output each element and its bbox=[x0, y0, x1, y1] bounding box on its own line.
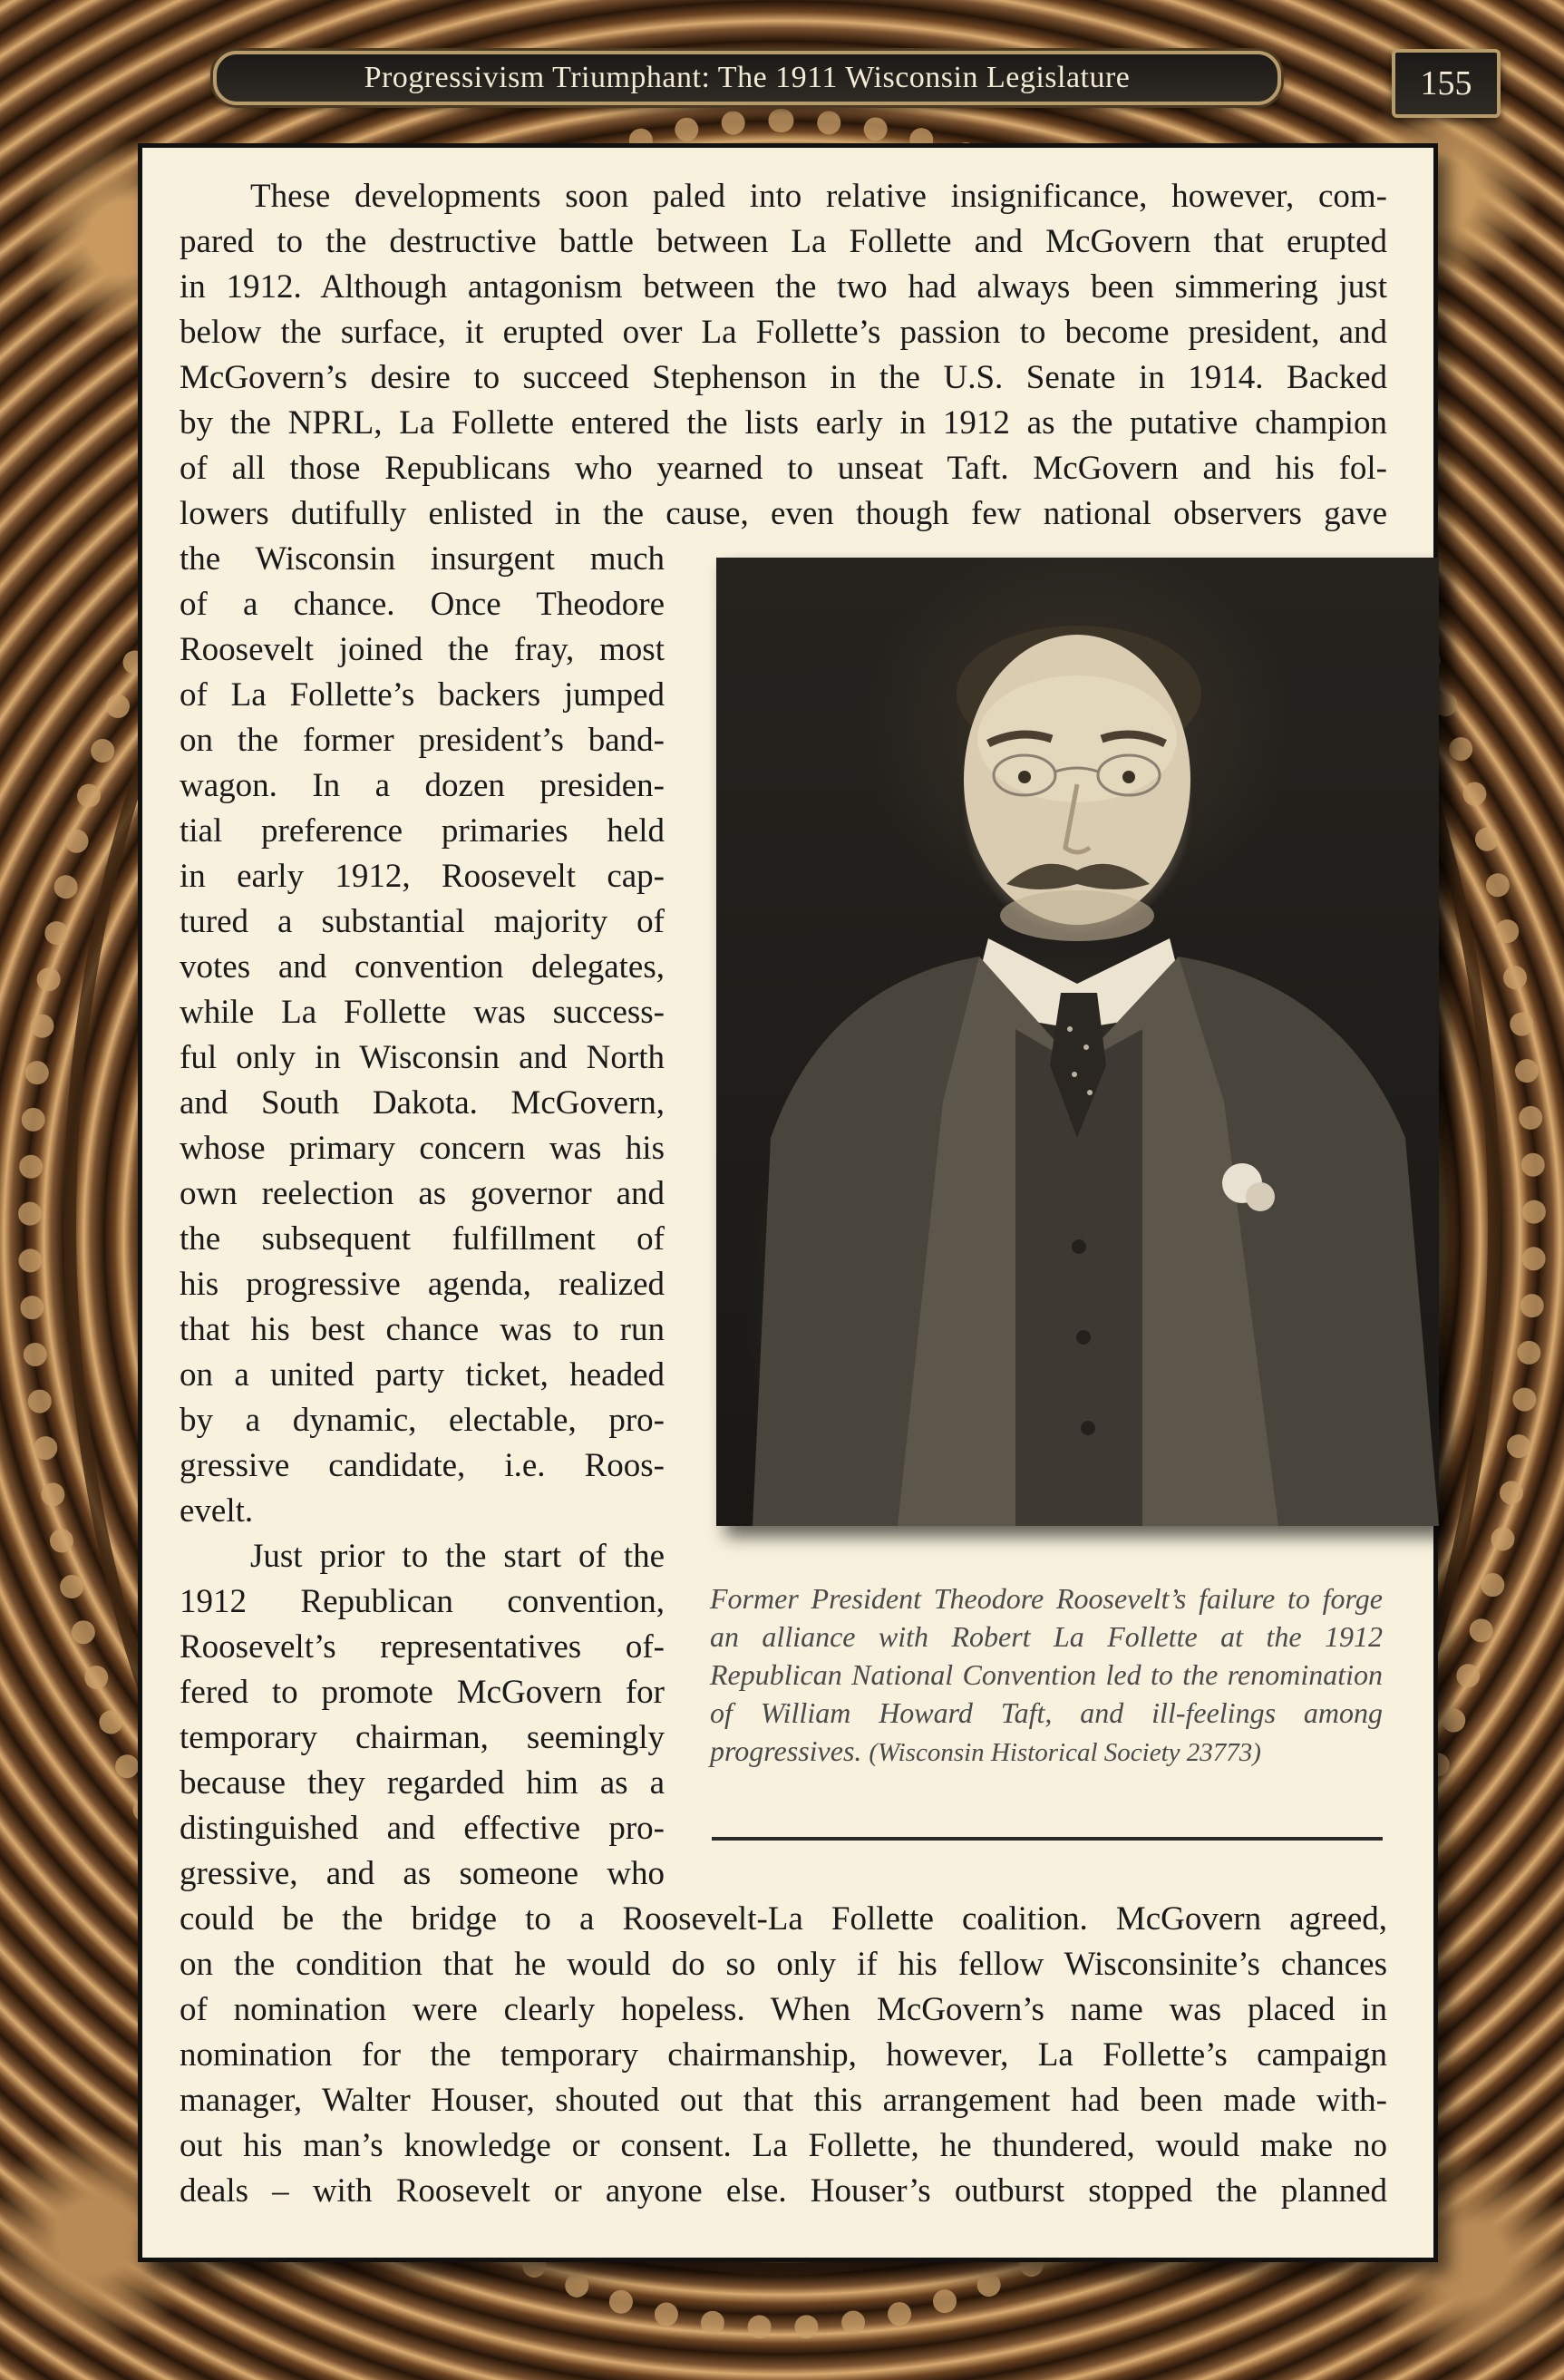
body-line: own reelection as governor and bbox=[180, 1175, 665, 1212]
body-line: fered to promote McGovern for bbox=[180, 1674, 665, 1711]
body-line: votes and convention delegates, bbox=[180, 948, 665, 986]
body-line: in 1912. Although antagonism between the two had always been simmering just bbox=[180, 268, 1387, 306]
body-line: deals – with Roosevelt or anyone else. Houser’s outburst stopped the planned bbox=[180, 2172, 1387, 2210]
page-number: 155 bbox=[1392, 49, 1501, 118]
body-line: 1912 Republican convention, bbox=[180, 1583, 665, 1620]
body-line: distinguished and effective pro- bbox=[180, 1810, 665, 1847]
body-line: by a dynamic, electable, pro- bbox=[180, 1402, 665, 1439]
body-line: Roosevelt’s representatives of- bbox=[180, 1628, 665, 1666]
body-line: the subsequent fulfillment of bbox=[180, 1220, 665, 1258]
body-line: that his best chance was to run bbox=[180, 1311, 665, 1348]
body-line: by the NPRL, La Follette entered the lists early in 1912 as the putative champion bbox=[180, 404, 1387, 442]
body-line: and South Dakota. McGovern, bbox=[180, 1084, 665, 1122]
caption-rule bbox=[712, 1837, 1383, 1841]
body-line: wagon. In a dozen presiden- bbox=[180, 767, 665, 804]
body-line: on the former president’s band- bbox=[180, 722, 665, 759]
photo-credit: (Wisconsin Historical Society 23773) bbox=[869, 1738, 1261, 1767]
body-line: gressive candidate, i.e. Roos- bbox=[180, 1447, 665, 1484]
body-line: the Wisconsin insurgent much bbox=[180, 540, 665, 578]
body-line: on the condition that he would do so only if his fellow Wisconsinite’s chances bbox=[180, 1946, 1387, 1983]
roosevelt-portrait-photo bbox=[716, 558, 1439, 1526]
body-line: tial preference primaries held bbox=[180, 812, 665, 850]
figure-caption bbox=[710, 1579, 1383, 1772]
body-line: These developments soon paled into relative insignificance, however, com- bbox=[250, 178, 1387, 215]
body-line: of nomination were clearly hopeless. When McGovern’s name was placed in bbox=[180, 1991, 1387, 2028]
body-line: because they regarded him as a bbox=[180, 1764, 665, 1802]
body-line: McGovern’s desire to succeed Stephenson in the U.S. Senate in 1914. Backed bbox=[180, 359, 1387, 396]
body-line: temporary chairman, seemingly bbox=[180, 1719, 665, 1756]
body-line: manager, Walter Houser, shouted out that this arrangement had been made with- bbox=[180, 2082, 1387, 2119]
body-line: pared to the destructive battle between La Follette and McGovern that erupted bbox=[180, 223, 1387, 260]
body-line: of all those Republicans who yearned to unseat Taft. McGovern and his fol- bbox=[180, 450, 1387, 487]
body-line: could be the bridge to a Roosevelt-La Follette coalition. McGovern agreed, bbox=[180, 1900, 1387, 1938]
body-line: on a united party ticket, headed bbox=[180, 1356, 665, 1394]
body-line: of La Follette’s backers jumped bbox=[180, 676, 665, 714]
body-line: while La Follette was success- bbox=[180, 994, 665, 1031]
body-line: nomination for the temporary chairmanship, however, La Follette’s campaign bbox=[180, 2036, 1387, 2074]
caption-text: Former President Theodore Roosevelt’s failure to forge an alliance with Robert La Follette at the 1912 Republican National Convention led to the renomination of William Howard Taft, and ill-feelings among progressives. bbox=[710, 1582, 1383, 1767]
body-line: tured a substantial majority of bbox=[180, 903, 665, 940]
portrait-illustration bbox=[716, 558, 1439, 1526]
body-line: gressive, and as someone who bbox=[180, 1855, 665, 1892]
chapter-title: Progressivism Triumphant: The 1911 Wisconsin Legislature bbox=[364, 61, 1131, 94]
body-line: his progressive agenda, realized bbox=[180, 1266, 665, 1303]
body-line: evelt. bbox=[180, 1492, 254, 1530]
body-line: whose primary concern was his bbox=[180, 1130, 665, 1167]
body-line: Just prior to the start of the bbox=[250, 1538, 665, 1575]
body-line: Roosevelt joined the fray, most bbox=[180, 631, 665, 668]
body-line: lowers dutifully enlisted in the cause, even though few national observers gave bbox=[180, 495, 1387, 532]
body-line: in early 1912, Roosevelt cap- bbox=[180, 858, 665, 895]
body-line: of a chance. Once Theodore bbox=[180, 586, 665, 623]
body-line: ful only in Wisconsin and North bbox=[180, 1039, 665, 1076]
body-line: below the surface, it erupted over La Follette’s passion to become president, and bbox=[180, 314, 1387, 351]
running-header bbox=[213, 51, 1281, 105]
body-line: out his man’s knowledge or consent. La Follette, he thundered, would make no bbox=[180, 2127, 1387, 2164]
